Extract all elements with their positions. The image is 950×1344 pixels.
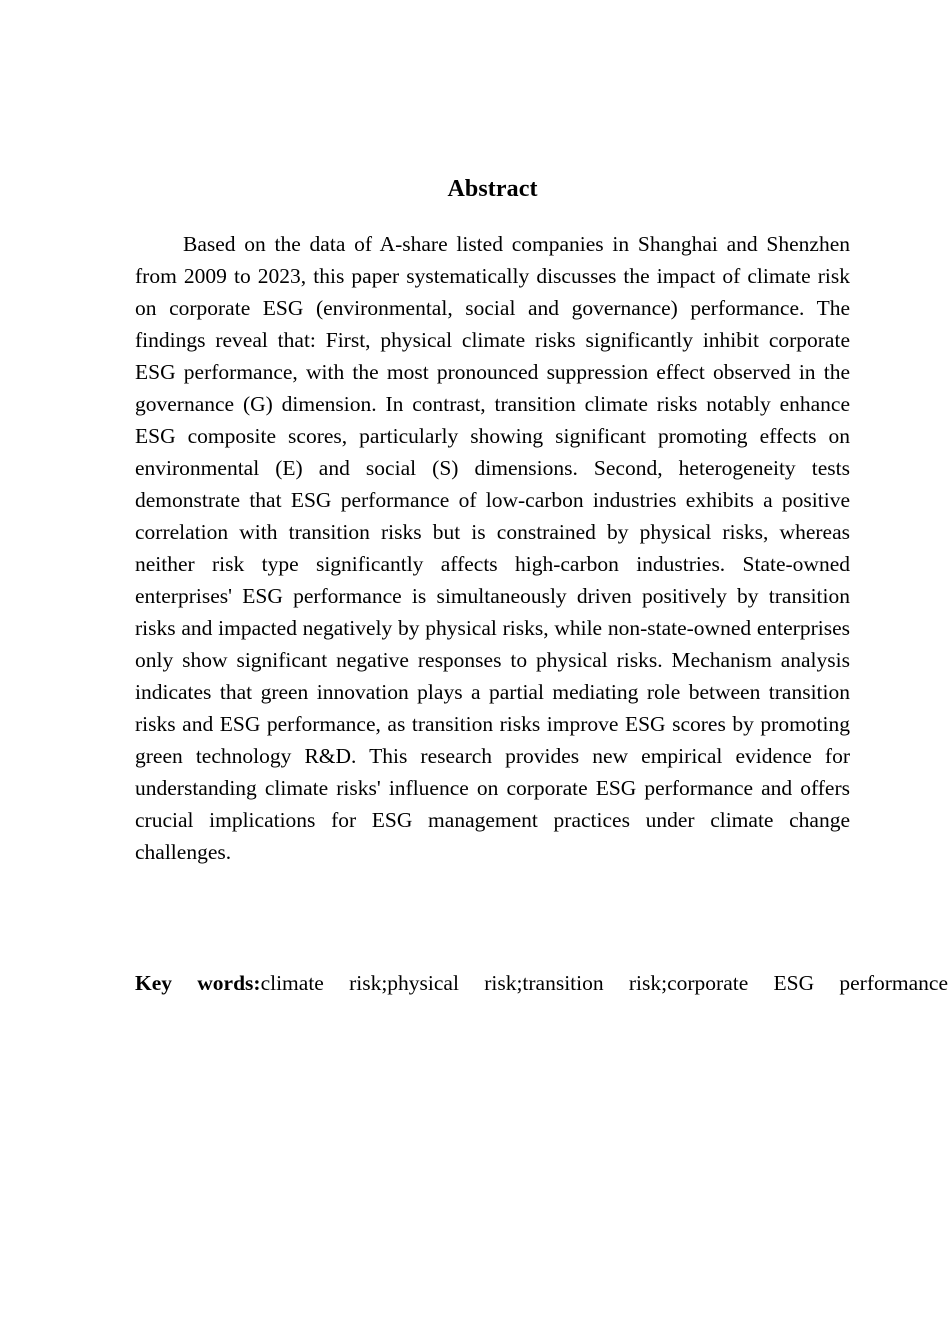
keywords-label: Key words: (135, 971, 261, 995)
keywords-line (135, 964, 948, 1040)
page-title: Abstract (447, 176, 538, 202)
keywords-value: climate risk;physical risk;transition risk;corporate ESG performance (260, 971, 948, 995)
abstract-paragraph: Based on the data of A-share listed companies in Shanghai and Shenzhen from 2009 to 2023, this paper systematically discusses the impact of climate risk on corporate ESG (environmental, social and governance) performance. The findings reveal that: First, physical climate risks significantly inhibit corporate ESG performance, with the most pronounced suppression effect observed in the governance (G) dimension. In contrast, transition climate risks notably enhance ESG composite scores, particularly showing significant promoting effects on environmental (E) and social (S) dimensions. Second, heterogeneity tests demonstrate that ESG performance of low-carbon industries exhibits a positive correlation with transition risks but is constrained by physical risks, whereas neither risk type significantly affects high-carbon industries. State-owned enterprises' ESG performance is simultaneously driven positively by transition risks and impacted negatively by physical risks, while non-state-owned enterprises only show significant negative responses to physical risks. Mechanism analysis indicates that green innovation plays a partial mediating role between transition risks and ESG performance, as transition risks improve ESG scores by promoting green technology R&D. This research provides new empirical evidence for understanding climate risks' influence on corporate ESG performance and offers crucial implications for ESG management practices under climate change challenges. (135, 232, 850, 864)
